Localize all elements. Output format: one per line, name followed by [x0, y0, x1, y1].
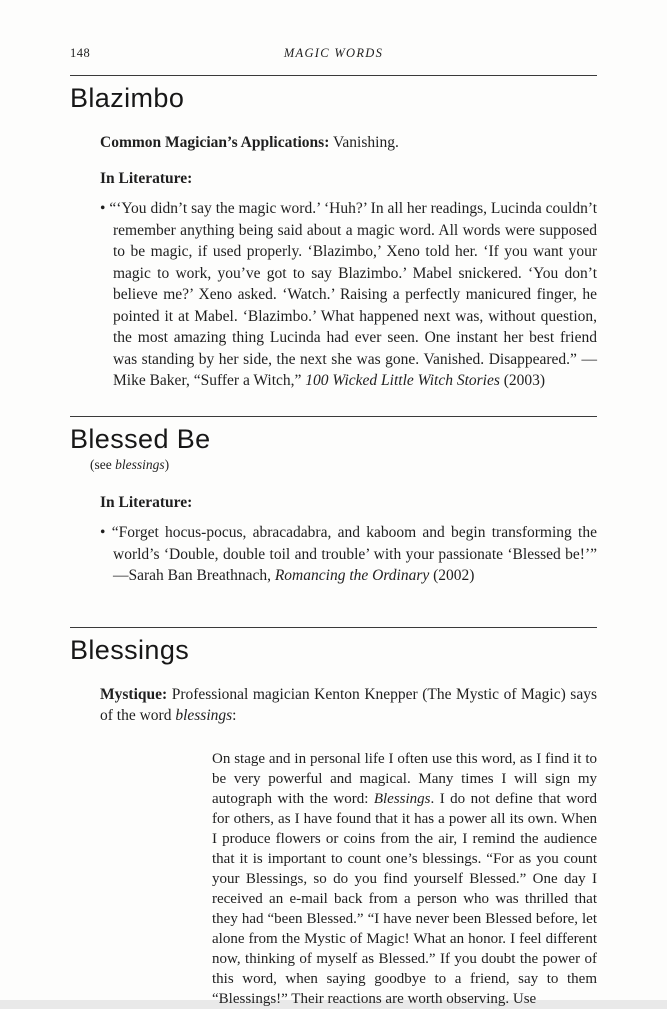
- page-number: 148: [70, 46, 91, 60]
- literature-list: [100, 522, 597, 587]
- entry-blessed-be: [70, 424, 597, 587]
- see-reference: (see blessings): [90, 456, 170, 472]
- entry-blessings: [70, 635, 597, 1009]
- section-rule: [70, 627, 597, 628]
- running-title: MAGIC WORDS: [283, 46, 384, 60]
- entry-heading-blazimbo: Blazimbo: [70, 83, 185, 113]
- literature-label: In Literature:: [100, 169, 193, 187]
- entry-heading-blessings: Blessings: [70, 634, 190, 665]
- literature-quote: • “‘You didn’t say the magic word.’ ‘Huh?’ In all her readings, Lucinda couldn’t remember anything being said about a magic word. All words were supposed to be magic, if used properly. ‘Blazimbo,’ Xeno told her. ‘If you want your magic to work, you’ve got to say Blazimbo.’ Mabel snickered. ‘You don’t believe me?’ Xeno asked. ‘Watch.’ Raising a perfectly manicured finger, he pointed it at Mabel. ‘Blazimbo.’ What happened next was, without question, the most amazing thing Lucinda had ever seen. One instant her best friend was standing by her side, the next she was gone. Vanished. Disappeared.” —Mike Baker, “Suffer a Witch,” 100 Wicked Little Witch Stories (2003): [100, 198, 597, 392]
- literature-quote: • “Forget hocus-pocus, abracadabra, and kaboom and begin transforming the world’s ‘Double, double toil and trouble’ with your passionate ‘Blessed be!’” —Sarah Ban Breathnach, Romancing the Ordinary (2002): [100, 522, 597, 587]
- entry-body: [70, 492, 597, 587]
- entry-body: [70, 684, 597, 1009]
- literature-label: In Literature:: [100, 493, 193, 511]
- running-head: [70, 46, 597, 63]
- entry-heading-blessed-be: Blessed Be: [70, 423, 211, 454]
- applications-line: Common Magician’s Applications: Vanishing.: [100, 134, 399, 151]
- mystique-line: Mystique: Professional magician Kenton Knepper (The Mystic of Magic) says of the word blessings:: [100, 685, 597, 724]
- entry-blazimbo: [70, 83, 597, 392]
- header-rule: [70, 75, 597, 76]
- entry-body: [70, 132, 597, 392]
- literature-list: [100, 198, 597, 392]
- section-rule: [70, 416, 597, 417]
- block-quote: On stage and in personal life I often use this word, as I find it to be very powerful and magical. Many times I will sign my autograph with the word: Blessings. I do not define that word for others, as I have found that it has a power all its own. When I produce flowers or coins from the air, I remind the audience that it is important to count one’s blessings. “For as you count your Blessings, so do you find yourself Blessed.” One day I received an e-mail back from a person who was thrilled that they had “been Blessed.” “I have never been Blessed before, let alone from the Mystic of Magic! What an honor. I feel different now, thinking of myself as Blessed.” If you doubt the power of this word, when saying goodbye to a friend, say to them “Blessings!” Their reactions are worth observing. Use: [212, 750, 597, 1007]
